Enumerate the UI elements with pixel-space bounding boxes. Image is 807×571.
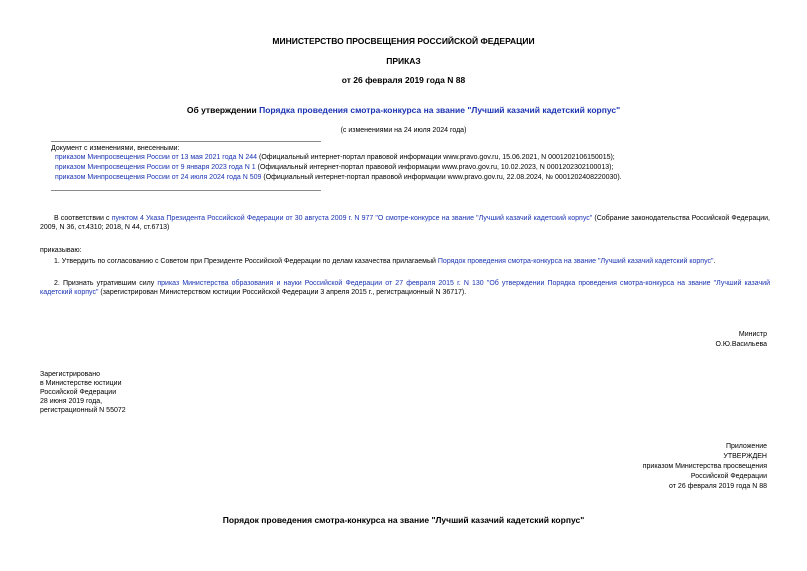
appendix-line: УТВЕРЖДЕН — [723, 453, 767, 460]
repealed-order-link[interactable]: приказ Министерства образования и науки Российской Федерации от 27 февраля 2015 г. N 130 "Об утверждении Порядка проведения смотра-конкурса на звание "Лучший казачий кадетский корпус" — [40, 280, 770, 296]
registration-block — [40, 370, 126, 415]
amendment-source: (Официальный интернет-портал правовой информации www.pravo.gov.ru, 10.02.2023, N 0001202302100013); — [255, 164, 614, 171]
registration-line: Российской Федерации — [40, 389, 117, 396]
registration-line: 28 июня 2019 года, — [40, 398, 103, 405]
document-title — [0, 106, 807, 115]
divider-bottom — [51, 190, 321, 191]
appendix-line: Российской Федерации — [690, 473, 767, 480]
preamble-source: (Собрание законодательства Российской Федерации, 2009, N 36, ст.4310; 2018, N 44, ст.6713) — [40, 215, 771, 231]
document-date: от 26 февраля 2019 года N 88 — [341, 75, 466, 85]
amendment-item — [51, 173, 771, 182]
amendment-link[interactable]: приказом Минпросвещения России от 24 июля 2024 года N 509 — [55, 174, 262, 181]
amendments-intro: Документ с изменениями, внесенными: — [51, 145, 180, 152]
order-item-2-end: (зарегистрирован Министерством юстиции Российской Федерации 3 апреля 2015 г., регистрационный N 36717). — [98, 289, 467, 296]
registration-line: регистрационный N 55072 — [40, 407, 126, 414]
appendix-title: Порядок проведения смотра-конкурса на звание "Лучший казачий кадетский корпус" — [222, 515, 585, 525]
order-item-1-text: 1. Утвердить по согласованию с Советом при Президенте Российской Федерации по делам казачества прилагаемый — [54, 258, 438, 265]
registration-line: Зарегистрировано — [40, 371, 100, 378]
document-title-prefix: Об утверждении — [186, 105, 260, 115]
amendment-source: (Официальный интернет-портал правовой информации www.pravo.gov.ru, 15.06.2021, N 0001202106150015); — [257, 154, 615, 161]
decree-link[interactable]: пунктом 4 Указа Президента Российской Федерации от 30 августа 2009 г. N 977 "О смотре-конкурсе на звание "Лучший казачий кадетский корпус" — [111, 215, 593, 222]
document-title-link[interactable]: Порядка проведения смотра-конкурса на звание "Лучший казачий кадетский корпус" — [259, 105, 621, 115]
orders-label: приказываю: — [40, 247, 82, 254]
appendix-line: Приложение — [725, 443, 767, 450]
appendix-line: от 26 февраля 2019 года N 88 — [669, 483, 767, 490]
registration-line: в Министерстве юстиции — [40, 380, 122, 387]
appendix-block — [643, 442, 767, 492]
amendment-item — [51, 153, 771, 162]
procedure-link[interactable]: Порядок проведения смотра-конкурса на звание "Лучший казачий кадетский корпус" — [437, 258, 714, 265]
preamble-paragraph — [40, 214, 770, 232]
signatory-position: Министр — [738, 331, 767, 338]
amendment-link[interactable]: приказом Минпросвещения России от 13 мая 2021 года N 244 — [55, 154, 258, 161]
order-item-2-text: 2. Признать утратившим силу — [54, 280, 158, 287]
amendments-block — [51, 144, 771, 182]
amendment-link[interactable]: приказом Минпросвещения России от 9 января 2023 года N 1 — [55, 164, 256, 171]
ministry-heading: МИНИСТЕРСТВО ПРОСВЕЩЕНИЯ РОССИЙСКОЙ ФЕДЕРАЦИИ — [272, 36, 535, 46]
divider-top — [51, 141, 321, 142]
signature-block — [715, 330, 767, 349]
document-type: ПРИКАЗ — [386, 56, 421, 66]
preamble-text: В соответствии с — [54, 215, 112, 222]
amendment-source: (Официальный интернет-портал правовой информации www.pravo.gov.ru, 22.08.2024, № 0001202408220030). — [261, 174, 622, 181]
signatory-name: О.Ю.Васильева — [715, 341, 767, 348]
order-item-1 — [40, 257, 770, 266]
appendix-line: приказом Министерства просвещения — [642, 463, 767, 470]
amendment-item — [51, 163, 771, 172]
order-item-1-end: . — [713, 258, 716, 265]
order-item-2 — [40, 279, 770, 297]
changes-note: (с изменениями на 24 июля 2024 года) — [340, 127, 467, 134]
